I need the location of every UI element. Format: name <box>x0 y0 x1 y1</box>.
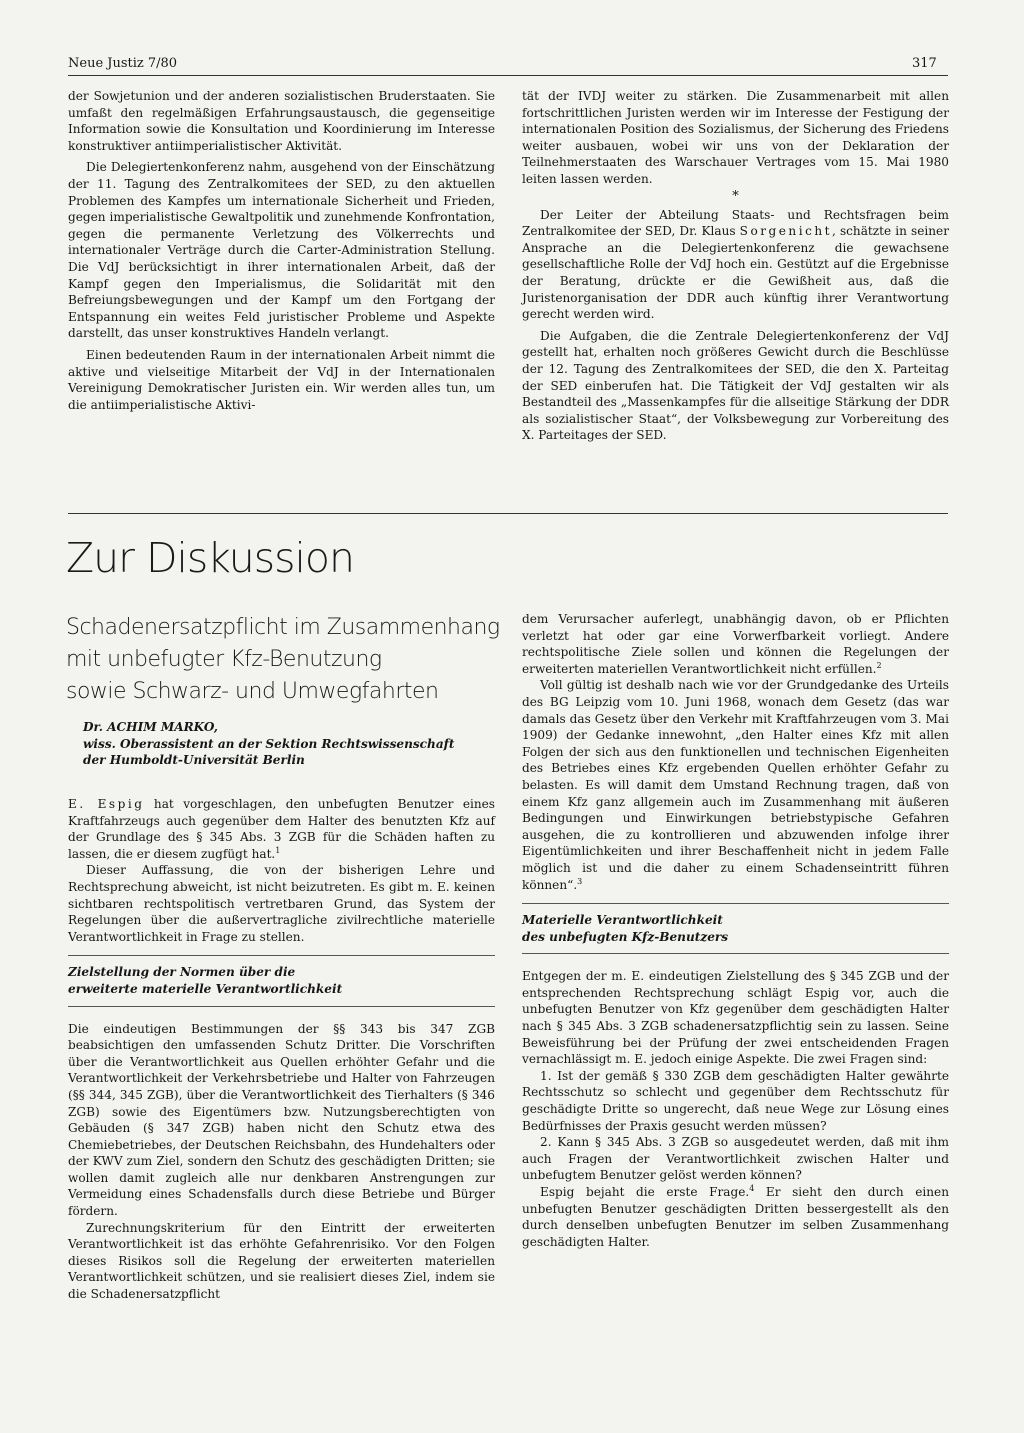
list-item: 2. Kann § 345 Abs. 3 ZGB so ausgedeutet werden, daß mit ihm auch Fragen der Verantwortlichkeit zwischen Halter und unbefugtem Benutzer gelöst werden können? <box>522 1135 949 1183</box>
paragraph: Zurechnungskriterium für den Eintritt der erweiterten Verantwortlichkeit ist das erhöhte Gefahrenrisiko. Vor den Folgen dieses Risikos soll die Regelung der erweiterten materiellen Verantwortlichkeit schützen, und sie realisiert dieses Ziel, indem sie die Schadenersatzpflicht <box>68 1220 495 1302</box>
subheading: Materielle Verantwortlichkeit des unbefugten Kfz-Benutzers <box>522 913 729 944</box>
section-rule <box>68 513 948 514</box>
subheading-rule <box>68 1006 495 1007</box>
paragraph: Die Delegiertenkonferenz nahm, ausgehend von der Einschätzung der 11. Tagung des Zentralkomitees der SED, zu den aktuellen Problemen des Kampfes um internationale Sicherheit und Frieden, gegen imperialistische Gewaltpolitik und zunehmende Konfrontation, gegen die permanente Verletzung des Völkerrechts und internationaler Verträge durch die Carter-Administration Stellung. Die VdJ berücksichtigt in ihrer internationalen Arbeit, daß der Kampf gegen den Imperialismus, die Solidarität mit den Befreiungsbewegungen und der Kampf um den Fortgang der Entspannung ein weites Feld juristischer Probleme und Aspekte darstellt, das unser konstruktives Handeln verlangt. <box>68 160 495 341</box>
spaced-name: E. Espig <box>68 797 145 811</box>
running-header-journal: Neue Justiz 7/80 <box>68 56 178 71</box>
subheading-rule <box>522 903 949 904</box>
paragraph: dem Verursacher auferlegt, unabhängig davon, ob er Pflichten verletzt hat oder gar eine Vorwerfbarkeit vorliegt. Andere rechtspolitische Ziele sollen und können die Regelungen der erweiterten materiellen Verantwortlichkeit nicht erfüllen.$^2$ <box>522 612 949 676</box>
paragraph: Espig bejaht die erste Frage.$^4$ Er sieht den durch einen unbefugten Benutzer geschädigten Dritten bessergestellt als den durch denselben unbefugten Benutzer im selben Zusammenhang geschädigten Halter. <box>522 1183 949 1249</box>
spaced-name: Sorgenicht <box>739 224 832 239</box>
header-rule <box>68 75 948 76</box>
paragraph: Die eindeutigen Bestimmungen der §§ 343 bis 347 ZGB beabsichtigen den umfassenden Schutz Dritter. Die Vorschriften über die Verantwortlichkeit aus Quellen erhöhter Gefahr und die Verantwortlichkeit der Verkehrsbetriebe und Halter von Fahrzeugen (§§ 344, 345 ZGB), über die Verantwortlichkeit des Tierhalters (§ 346 ZGB) sowie des Eigentümers bzw. Nutzungsberechtigten von Gebäuden (§ 347 ZGB) haben nicht den Schutz etwa des Chemiebetriebes, der Deutschen Reichsbahn, des Hundehalters oder der KWV zum Ziel, sondern den Schutz des geschädigten Dritten; sie wollen damit zugleich alle nur denkbaren Anstrengungen zur Vermeidung eines Schadensfalls durch diese Betriebe und Bürger fördern. <box>68 1021 495 1219</box>
paragraph: der Sowjetunion und der anderen sozialistischen Bruderstaaten. Sie umfaßt den regelmäßigen Erfahrungsaustausch, die gegenseitige Information sowie die Konsultation und Koordinierung im Interesse konstruktiver antiimperialistischer Aktivität. <box>68 89 495 153</box>
section-separator: * <box>732 188 739 204</box>
article-left-column <box>68 796 495 1303</box>
footnote-mark: 3 <box>577 876 583 886</box>
subheading-rule <box>522 953 949 954</box>
author-affiliation: der Humboldt-Universität Berlin <box>83 753 305 768</box>
paragraph: Entgegen der m. E. eindeutigen Zielstellung des § 345 ZGB und der entsprechenden Rechtsprechung schlägt Espig vor, auch die unbefugten Benutzer von Kfz gegenüber dem geschädigten Halter nach § 345 Abs. 3 ZGB schadenersatzpflichtig sein zu lassen. Seine Beweisführung bei der Prüfung der zwei entscheidenden Fragen vernachlässigt m. E. jedoch einige Aspekte. Die zwei Fragen sind: <box>522 969 949 1067</box>
page-number: 317 <box>912 56 937 71</box>
author-name: Dr. ACHIM MARKO, <box>83 720 218 734</box>
article-title-line: mit unbefugter Kfz-Benutzung <box>66 647 382 672</box>
paragraph: tät der IVDJ weiter zu stärken. Die Zusammenarbeit mit allen fortschrittlichen Juristen werden wir im Interesse der Festigung der internationalen Position des Sozialismus, der Sicherung des Friedens weiter ausbauen, wobei wir uns von der Deklaration der Teilnehmerstaaten des Warschauer Vertrages vom 15. Mai 1980 leiten lassen werden. <box>522 89 949 186</box>
top-left-column <box>68 88 495 413</box>
top-right-column <box>522 88 949 444</box>
list-item: 1. Ist der gemäß § 330 ZGB dem geschädigten Halter gewährte Rechtsschutz so schlecht und gegenüber dem Rechtsschutz für geschädigte Dritte so ungerecht, daß neue Wege zur Lösung eines Bedürfnisses der Praxis gesucht werden müssen? <box>522 1068 949 1133</box>
footnote-mark: 4 <box>749 1183 755 1193</box>
section-title: Zur Diskussion <box>66 534 354 582</box>
author-block <box>83 719 503 769</box>
paragraph: Die Aufgaben, die die Zentrale Delegiertenkonferenz der VdJ gestellt hat, erhalten noch größeres Gewicht durch die Beschlüsse der 12. Tagung des Zentralkomitees der SED, die den X. Parteitag der SED einberufen hat. Die Tätigkeit der VdJ gestalten wir als Bestandteil des „Massenkampfes für die allseitige Stärkung der DDR als sozialistischer Staat“, der Volksbewegung zur Vorbereitung des X. Parteitages der SED. <box>522 328 949 443</box>
subheading-rule <box>68 955 495 956</box>
article-right-column <box>522 611 949 1250</box>
subheading: Zielstellung der Normen über die erweiterte materielle Verantwortlichkeit <box>68 965 343 996</box>
paragraph: E. Espig hat vorgeschlagen, den unbefugten Benutzer eines Kraftfahrzeugs auch gegenüber dem Halter des benutzten Kfz auf der Grundlage des § 345 Abs. 3 ZGB für die Schäden haften zu lassen, die er diesem zugfügt hat.$^1$ <box>68 797 495 861</box>
article-title <box>66 612 506 708</box>
footnote-mark: 2 <box>876 660 882 670</box>
paragraph: Dieser Auffassung, die von der bisherigen Lehre und Rechtsprechung abweicht, ist nicht beizutreten. Es gibt m. E. keinen sichtbaren rechtspolitisch vertretbaren Grund, das System der Regelungen über die außervertragliche zivilrechtliche materielle Verantwortlichkeit in Frage zu stellen. <box>68 863 495 944</box>
article-title-line: sowie Schwarz- und Umwegfahrten <box>66 679 439 704</box>
paragraph: Der Leiter der Abteilung Staats- und Rechtsfragen beim Zentralkomitee der SED, Dr. Klaus Sorgenicht, schätzte in seiner Ansprache an die Delegiertenkonferenz die gewachsene gesellschaftliche Rolle der VdJ hoch ein. Gestützt auf die Ergebnisse der Beratung, drückte er die Gewißheit aus, daß die Juristenorganisation der DDR auch künftig ihrer Verantwortung gerecht werden wird. <box>522 207 949 322</box>
footnote-mark: 1 <box>275 845 281 855</box>
author-role: wiss. Oberassistent an der Sektion Rechtswissenschaft <box>83 736 455 751</box>
paragraph: Voll gültig ist deshalb nach wie vor der Grundgedanke des Urteils des BG Leipzig vom 10. Juni 1968, wonach dem Gesetz (das war damals das Gesetz über den Verkehr mit Kraftfahrzeugen vom 3. Mai 1909) der Gedanke innewohnt, „den Halter eines Kfz mit allen Folgen der sich aus den funktionellen und technischen Eigenheiten des Betriebes eines Kfz ergebenden Quellen erhöhter Gefahr zu belasten. Es will damit dem Umstand Rechnung tragen, daß von einem Kfz ganz allgemein auch im Zusammenhang mit äußeren Bedingungen und Einwirkungen betriebstypische Gefahren ausgehen, die zu kontrollieren und abzuwenden infolge ihrer Eigentümlichkeiten und ihrer Beschaffenheit nicht in jedem Falle möglich ist und die daher zu einem Schadenseintritt führen können“.$^3$ <box>522 678 949 892</box>
article-title-line: Schadenersatzpflicht im Zusammenhang <box>66 615 500 640</box>
paragraph: Einen bedeutenden Raum in der internationalen Arbeit nimmt die aktive und vielseitige Mitarbeit der VdJ in der Internationalen Vereinigung Demokratischer Juristen ein. Wir werden alles tun, um die antiimperialistische Aktivi- <box>68 347 495 412</box>
